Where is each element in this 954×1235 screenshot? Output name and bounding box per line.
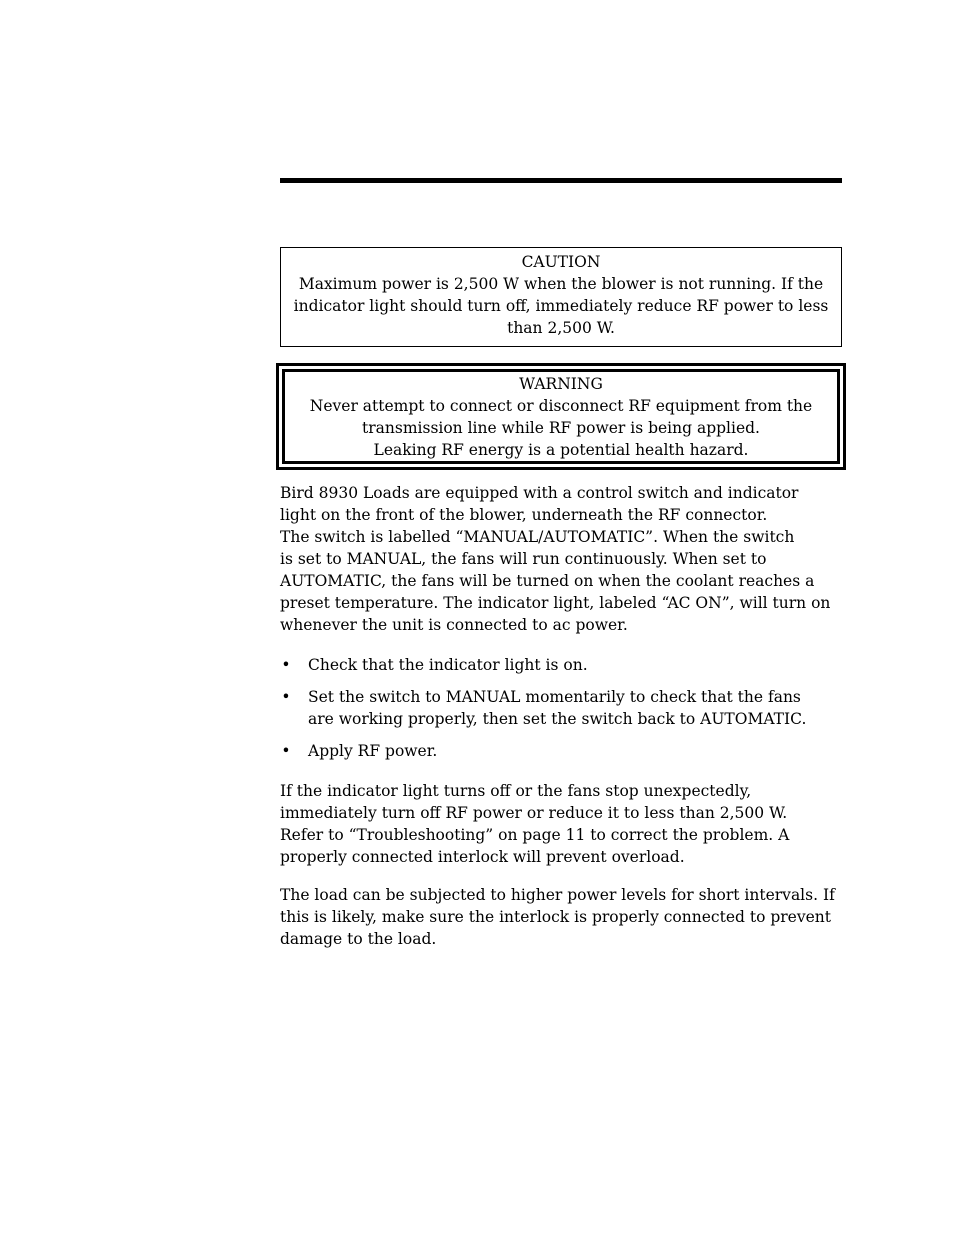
header-rule xyxy=(280,178,842,183)
intro-line: preset temperature. The indicator light, labeled “AC ON”, will turn on xyxy=(280,594,831,612)
list-item-line: Check that the indicator light is on. xyxy=(308,656,588,674)
intro-line: light on the front of the blower, underneath the RF connector. xyxy=(280,506,768,524)
warning-line: transmission line while RF power is being applied. xyxy=(362,419,760,437)
warning-box xyxy=(276,363,846,470)
procedure-list xyxy=(280,654,842,772)
caution-line: than 2,500 W. xyxy=(507,319,615,337)
intro-line: is set to MANUAL, the fans will run continuously. When set to xyxy=(280,550,767,568)
bullet-icon: • xyxy=(281,742,291,760)
warning-inner-frame xyxy=(282,369,840,464)
list-item-line: Apply RF power. xyxy=(308,742,438,760)
failure-paragraph xyxy=(280,780,842,868)
intro-paragraph xyxy=(280,482,842,636)
failure-line: properly connected interlock will prevent overload. xyxy=(280,848,685,866)
warning-title: WARNING xyxy=(519,375,603,393)
caution-box xyxy=(280,247,842,347)
intro-line: The switch is labelled “MANUAL/AUTOMATIC”. When the switch xyxy=(280,528,795,546)
overload-paragraph xyxy=(280,884,842,950)
intro-line: whenever the unit is connected to ac power. xyxy=(280,616,628,634)
list-item xyxy=(280,686,842,730)
list-item-line: are working properly, then set the switch back to AUTOMATIC. xyxy=(308,710,807,728)
caution-line: indicator light should turn off, immediately reduce RF power to less xyxy=(293,297,829,315)
overload-line: damage to the load. xyxy=(280,930,437,948)
overload-line: this is likely, make sure the interlock is properly connected to prevent xyxy=(280,908,831,926)
caution-title: CAUTION xyxy=(521,253,601,271)
list-item-line: Set the switch to MANUAL momentarily to check that the fans xyxy=(308,688,801,706)
bullet-icon: • xyxy=(281,656,291,674)
failure-line: If the indicator light turns off or the fans stop unexpectedly, xyxy=(280,782,752,800)
list-item xyxy=(280,740,842,762)
intro-line: AUTOMATIC, the fans will be turned on when the coolant reaches a xyxy=(280,572,815,590)
failure-line: immediately turn off RF power or reduce it to less than 2,500 W. xyxy=(280,804,788,822)
bullet-icon: • xyxy=(281,688,291,706)
caution-line: Maximum power is 2,500 W when the blower is not running. If the xyxy=(298,275,824,293)
list-item xyxy=(280,654,842,676)
warning-line: Leaking RF energy is a potential health hazard. xyxy=(373,441,749,459)
intro-line: Bird 8930 Loads are equipped with a control switch and indicator xyxy=(280,484,799,502)
overload-line: The load can be subjected to higher power levels for short intervals. If xyxy=(280,886,835,904)
warning-line: Never attempt to connect or disconnect RF equipment from the xyxy=(309,397,813,415)
failure-line: Refer to “Troubleshooting” on page 11 to correct the problem. A xyxy=(280,826,790,844)
